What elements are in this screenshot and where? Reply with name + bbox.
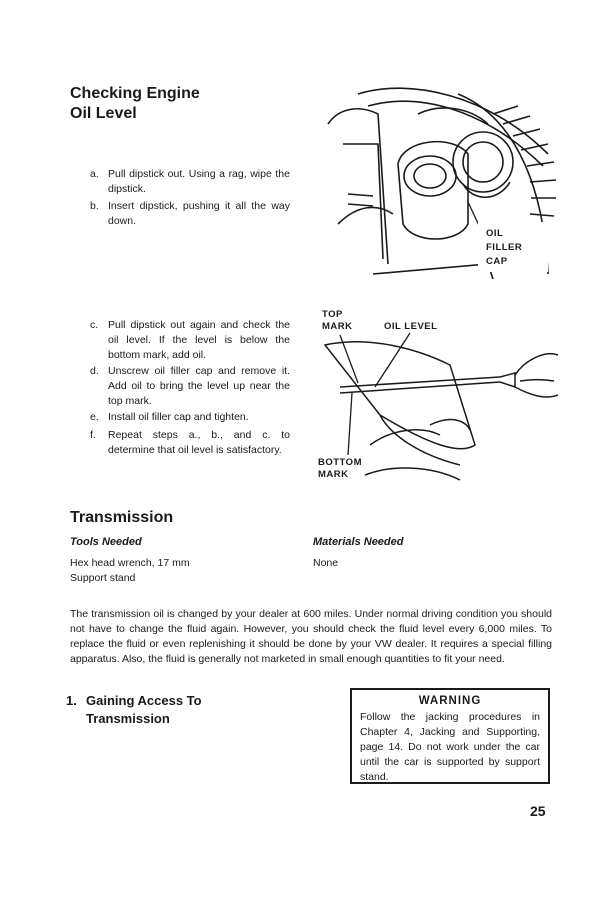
step-b bbox=[90, 199, 290, 229]
tool-item: Hex head wrench, 17 mm bbox=[70, 557, 190, 569]
transmission-intro: The transmission oil is changed by your dealer at 600 miles. Under normal driving condition you should not have to change the fluid again. However, you should check the fluid level every 6,000 miles. To replace the fluid or even replenishing it should be done by your VW dealer. It requires a special filling apparatus. Also, the fluid is generally not marketed in small enough quantities to fit your need. bbox=[70, 608, 552, 665]
transmission-title: Transmission bbox=[70, 509, 174, 526]
step1-title-line2: Transmission bbox=[86, 711, 170, 726]
step1-heading bbox=[66, 692, 202, 728]
materials-heading: Materials Needed bbox=[313, 536, 404, 548]
step-letter: b. bbox=[90, 200, 99, 212]
engine-oil-filler-figure bbox=[318, 84, 558, 284]
step-e bbox=[90, 410, 290, 425]
tools-heading: Tools Needed bbox=[70, 536, 142, 548]
bottom-mark-line2: MARK bbox=[318, 469, 349, 480]
oil-label-line2: FILLER bbox=[486, 242, 523, 253]
step1-title-line1: Gaining Access To bbox=[86, 693, 202, 708]
step-text: Pull dipstick out again and check the oil level. If the level is below the bottom mark, add oil. bbox=[108, 319, 290, 361]
oil-label-line3: CAP bbox=[486, 256, 508, 267]
step-letter: d. bbox=[90, 365, 99, 377]
materials-list bbox=[313, 556, 338, 571]
step-f bbox=[90, 428, 290, 458]
top-mark-line1: TOP bbox=[322, 309, 343, 320]
step-c bbox=[90, 318, 290, 363]
tool-item: Support stand bbox=[70, 572, 136, 584]
warning-text: Follow the jacking procedures in Chapter 4, Jacking and Supporting, page 14. Do not work under the car until the car is supported by support stand. bbox=[360, 711, 540, 783]
warning-title: WARNING bbox=[418, 695, 482, 707]
step-text: Insert dipstick, pushing it all the way down. bbox=[108, 200, 290, 227]
step-d bbox=[90, 364, 290, 409]
oil-label-line1: OIL bbox=[486, 228, 504, 239]
step-a bbox=[90, 167, 290, 197]
material-item: None bbox=[313, 557, 339, 569]
step1-number: 1. bbox=[66, 693, 77, 708]
oil-title-line2: Oil Level bbox=[70, 105, 137, 122]
step-text: Unscrew oil filler cap and remove it. Add oil to bring the level up near the top mark. bbox=[108, 365, 290, 407]
page-number: 25 bbox=[530, 803, 546, 819]
step-letter: c. bbox=[90, 319, 99, 331]
step-text: Repeat steps a., b., and c. to determine that oil level is satisfactory. bbox=[108, 429, 290, 456]
step-letter: e. bbox=[90, 411, 99, 423]
dipstick-figure bbox=[310, 305, 558, 490]
oil-section-title bbox=[70, 84, 200, 124]
top-mark-line2: MARK bbox=[322, 321, 353, 332]
bottom-mark-line1: BOTTOM bbox=[318, 457, 362, 468]
step-text: Install oil filler cap and tighten. bbox=[108, 411, 249, 423]
oil-level-label: OIL LEVEL bbox=[384, 321, 438, 332]
oil-title-line1: Checking Engine bbox=[70, 85, 200, 102]
step-letter: f. bbox=[90, 429, 96, 441]
step-text: Pull dipstick out. Using a rag, wipe the dipstick. bbox=[108, 168, 290, 195]
warning-box bbox=[350, 688, 550, 784]
step-letter: a. bbox=[90, 168, 99, 180]
tools-list bbox=[70, 556, 190, 586]
